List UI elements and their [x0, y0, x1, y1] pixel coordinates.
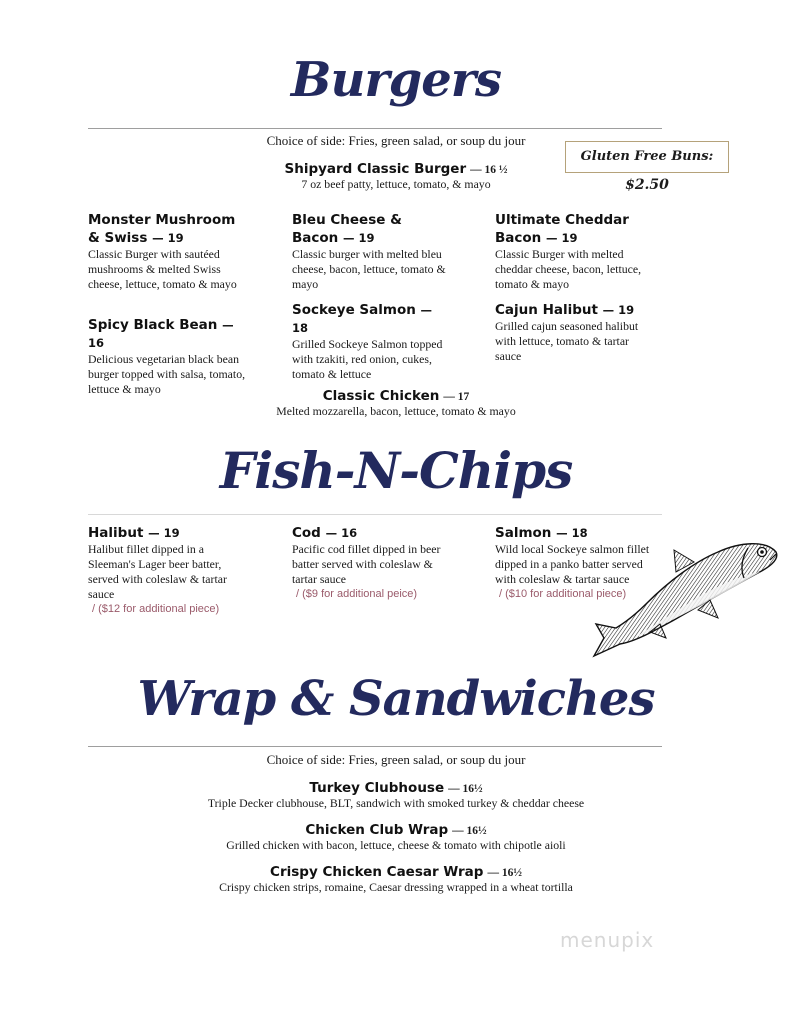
item-price: — 16½: [448, 783, 483, 795]
menu-item: [495, 211, 655, 292]
item-name: Halibut: [88, 525, 144, 541]
menu-item: [88, 211, 248, 292]
item-desc: Grilled chicken with bacon, lettuce, cheese & tomato with chipotle aioli: [226, 838, 566, 852]
item-price: — 16 ½: [470, 164, 508, 176]
item-price: — 19: [602, 303, 635, 317]
item-desc: Grilled cajun seasoned halibut with lettuce, tomato & tartar sauce: [495, 319, 639, 363]
item-price: — 18: [556, 526, 588, 540]
wraps-side-note: Choice of side: Fries, green salad, or soup du jour: [266, 752, 526, 767]
item-title: [495, 301, 655, 319]
item-desc: Crispy chicken strips, romaine, Caesar dressing wrapped in a wheat tortilla: [219, 880, 573, 894]
menu-item: [0, 863, 792, 881]
item-desc: Wild local Sockeye salmon fillet dipped in a panko batter served with coleslaw & tartar sauce: [495, 542, 650, 586]
item-desc: Classic Burger with melted cheddar cheese, bacon, lettuce, tomato & mayo: [495, 247, 642, 291]
item-name: Salmon: [495, 525, 552, 541]
item-price: — 16: [325, 526, 358, 540]
item-name: Turkey Clubhouse: [309, 780, 445, 796]
item-price: — 16½: [487, 867, 522, 879]
additional-piece-price: / ($10 for additional piece): [499, 588, 627, 600]
item-desc: Triple Decker clubhouse, BLT, sandwich with smoked turkey & cheddar cheese: [207, 796, 585, 810]
gluten-free-label: Gluten Free Buns:: [580, 149, 714, 164]
item-title: [292, 524, 442, 542]
menu-item: [0, 821, 792, 839]
burgers-side-note: Choice of side: Fries, green salad, or soup du jour: [266, 133, 526, 148]
item-price: — 19: [546, 231, 578, 245]
item-desc: Grilled Sockeye Salmon topped with tzakiti, red onion, cukes, tomato & lettuce: [292, 337, 443, 381]
burgers-rule: [88, 128, 662, 129]
item-name: Bleu Cheese & Bacon: [292, 212, 402, 246]
item-price: — 17: [443, 391, 470, 403]
item-name: Spicy Black Bean: [88, 317, 218, 333]
item-desc: Halibut fillet dipped in a Sleeman's Lager beer batter, served with coleslaw & tartar sauce: [88, 542, 227, 601]
item-price: — 19: [148, 526, 180, 540]
wraps-title: Wrap & Sandwiches: [137, 671, 655, 727]
watermark: menupix: [560, 928, 655, 952]
item-desc: Pacific cod fillet dipped in beer batter served with coleslaw & tartar sauce: [292, 542, 441, 586]
item-name: Cod: [292, 525, 321, 541]
item-desc: Classic Burger with sautéed mushrooms & melted Swiss cheese, lettuce, tomato & mayo: [88, 247, 237, 291]
item-name: Crispy Chicken Caesar Wrap: [270, 864, 484, 880]
additional-piece-price: / ($12 for additional piece): [92, 603, 220, 615]
wraps-rule: [88, 746, 662, 747]
menu-item: [88, 316, 248, 397]
item-name: Sockeye Salmon: [292, 302, 416, 318]
item-title: [292, 211, 452, 247]
item-title: [292, 301, 452, 337]
item-title: [88, 524, 253, 542]
menu-item: [292, 524, 442, 602]
menu-item: [292, 211, 452, 292]
classic-chicken-desc: Melted mozzarella, bacon, lettuce, tomato & mayo: [276, 404, 516, 418]
classic-chicken: [0, 387, 792, 405]
item-name: Shipyard Classic Burger: [284, 161, 467, 177]
item-name: Classic Chicken: [322, 388, 440, 404]
featured-burger-desc: 7 oz beef patty, lettuce, tomato, & mayo: [301, 177, 491, 191]
item-desc: Delicious vegetarian black bean burger topped with salsa, tomato, lettuce & mayo: [88, 352, 246, 396]
menu-item: [495, 301, 655, 364]
menu-item: [88, 524, 253, 617]
menu-item: [0, 779, 792, 797]
fish-icon: [590, 538, 782, 662]
fish-rule: [88, 514, 662, 515]
additional-piece-price: / ($9 for additional peice): [296, 588, 418, 600]
item-title: [495, 211, 655, 247]
menu-item: [292, 301, 452, 382]
featured-burger: [0, 160, 792, 178]
item-price: — 16½: [452, 825, 487, 837]
gluten-free-price: $2.50: [625, 177, 669, 193]
item-price: — 16: [88, 318, 234, 350]
item-name: Chicken Club Wrap: [305, 822, 449, 838]
item-name: Cajun Halibut: [495, 302, 598, 318]
burgers-title: Burgers: [290, 52, 502, 108]
item-price: — 19: [152, 231, 184, 245]
item-title: [88, 316, 248, 352]
item-name: Ultimate Cheddar Bacon: [495, 212, 629, 246]
item-price: — 18: [292, 303, 433, 335]
item-price: — 19: [343, 231, 375, 245]
item-name: Monster Mushroom & Swiss: [88, 212, 236, 246]
item-title: [88, 211, 248, 247]
item-desc: Classic burger with melted bleu cheese, bacon, lettuce, tomato & mayo: [292, 247, 446, 291]
fish-title: Fish-N-Chips: [219, 441, 573, 500]
